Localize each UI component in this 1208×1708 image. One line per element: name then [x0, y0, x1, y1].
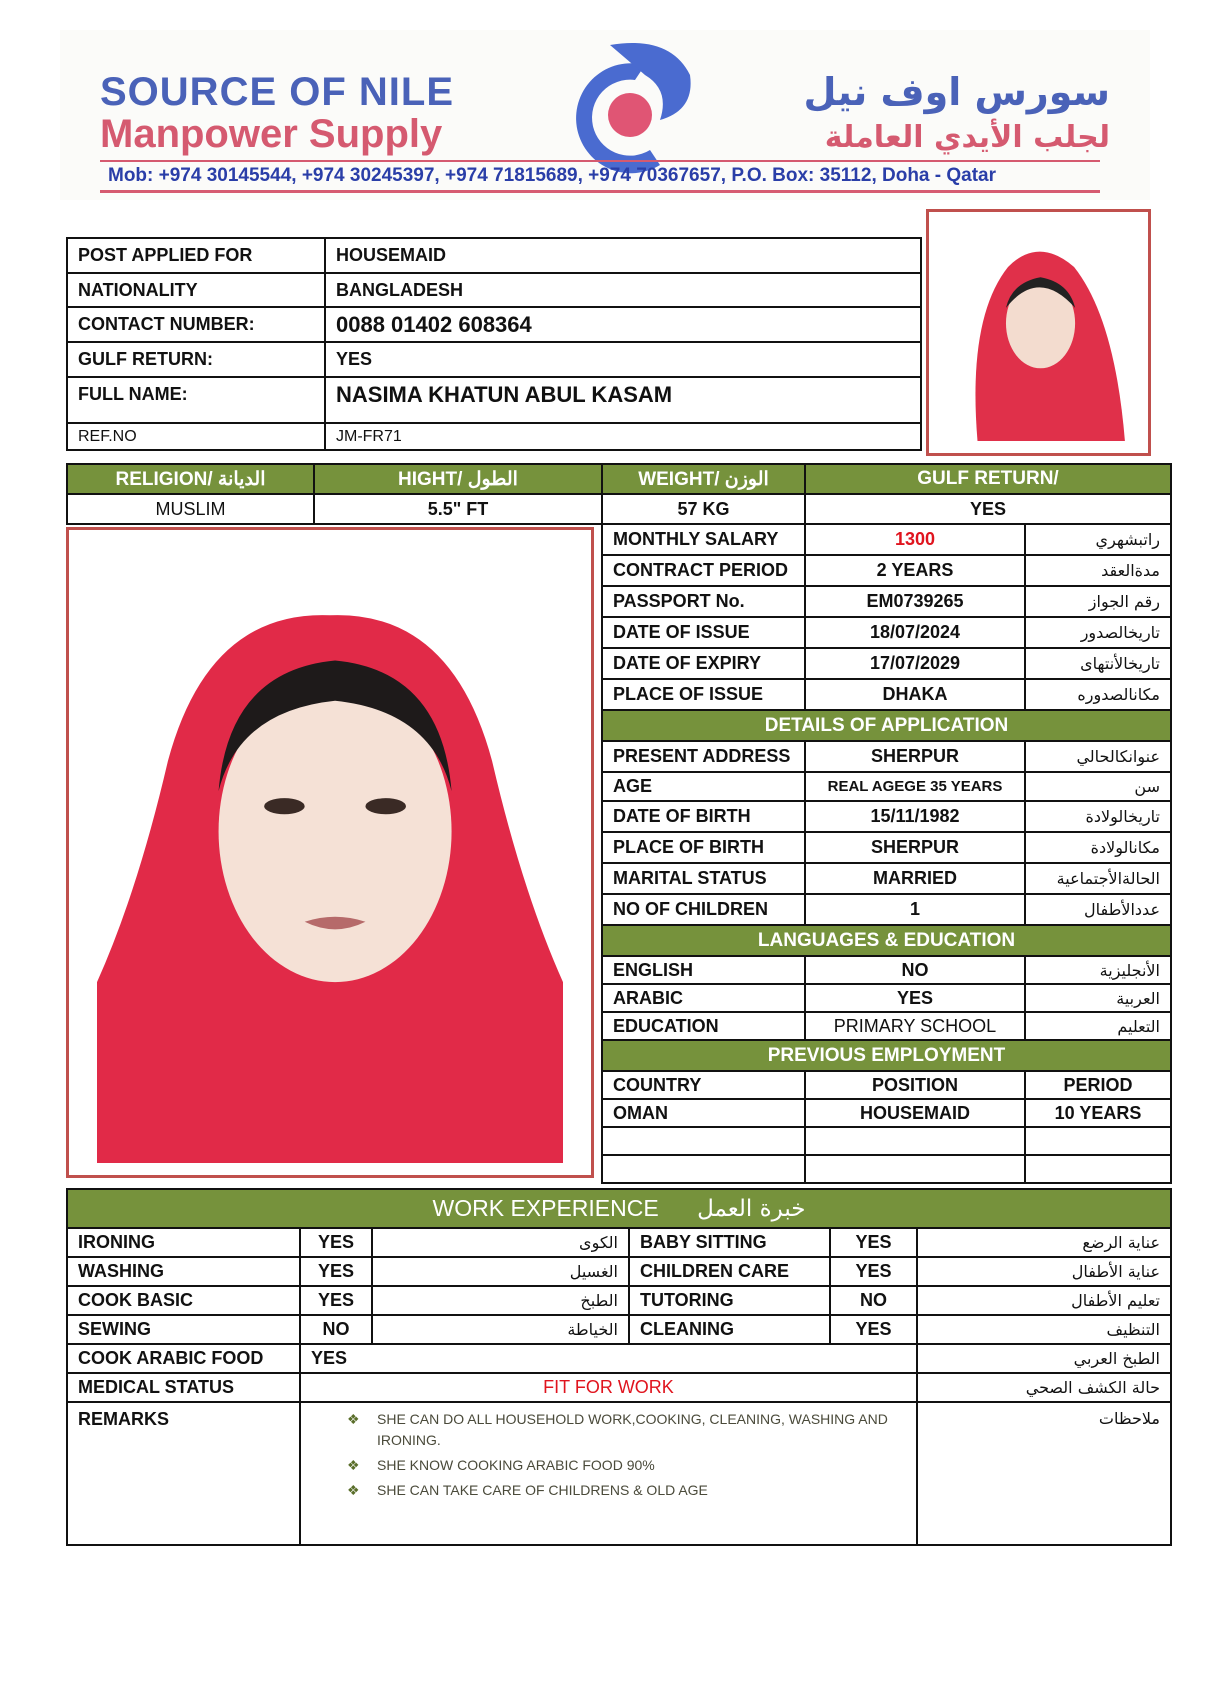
details-title: DETAILS OF APPLICATION — [602, 710, 1171, 741]
applicant-info-table — [66, 237, 922, 451]
full-photo — [66, 527, 594, 1178]
label: GULF RETURN: — [67, 342, 325, 377]
skill-arabic: الكوى — [372, 1228, 629, 1257]
period: 10 YEARS — [1025, 1099, 1171, 1127]
label: PASSPORT No. — [602, 586, 805, 617]
label: FULL NAME: — [67, 377, 325, 423]
value: 18/07/2024 — [805, 617, 1025, 648]
remark-text: SHE KNOW COOKING ARABIC FOOD 90% — [377, 1457, 655, 1473]
table-row — [602, 679, 1171, 710]
table-row — [602, 586, 1171, 617]
table-row — [67, 1344, 1171, 1373]
medical-status: FIT FOR WORK — [300, 1373, 917, 1402]
position-header: POSITION — [805, 1071, 1025, 1099]
skill: WASHING — [67, 1257, 300, 1286]
arabic-label: العربية — [1025, 984, 1171, 1012]
skill-value: YES — [830, 1315, 917, 1344]
value: PRIMARY SCHOOL — [805, 1012, 1025, 1040]
remark-text: SHE CAN DO ALL HOUSEHOLD WORK,COOKING, CLEANING, WASHING AND IRONING. — [377, 1411, 888, 1448]
label: CONTACT NUMBER: — [67, 307, 325, 342]
skill-arabic: التنظيف — [917, 1315, 1171, 1344]
table-row — [602, 617, 1171, 648]
empty-cell — [805, 1155, 1025, 1183]
full-name: NASIMA KHATUN ABUL KASAM — [325, 377, 921, 423]
arabic-label: مكانالولادة — [1025, 832, 1171, 863]
label: REF.NO — [67, 423, 325, 450]
height-header: HIGHT/ الطول — [314, 464, 602, 494]
skill-arabic: الخياطة — [372, 1315, 629, 1344]
languages-title: LANGUAGES & EDUCATION — [602, 925, 1171, 956]
skill-value: YES — [300, 1344, 917, 1373]
section-header — [602, 710, 1171, 741]
company-logo-icon — [550, 35, 700, 175]
skill: CLEANING — [629, 1315, 830, 1344]
label: PLACE OF BIRTH — [602, 832, 805, 863]
label: MONTHLY SALARY — [602, 524, 805, 555]
empty-cell — [602, 1127, 805, 1155]
skill: TUTORING — [629, 1286, 830, 1315]
table-row — [602, 772, 1171, 801]
table-row — [67, 1315, 1171, 1344]
value: REAL AGEGE 35 YEARS — [805, 772, 1025, 801]
table-row — [602, 894, 1171, 925]
weight-header: WEIGHT/ الوزن — [602, 464, 805, 494]
table-row — [67, 273, 921, 307]
remarks-list — [300, 1402, 917, 1545]
label: DATE OF ISSUE — [602, 617, 805, 648]
table-row — [602, 524, 1171, 555]
table-row — [602, 832, 1171, 863]
skill: IRONING — [67, 1228, 300, 1257]
portrait-image — [947, 226, 1130, 441]
table-row — [67, 342, 921, 377]
skill-value: YES — [300, 1257, 372, 1286]
label: MARITAL STATUS — [602, 863, 805, 894]
arabic-label: تاريخالصدور — [1025, 617, 1171, 648]
arabic-label: الحالةالأجتماعية — [1025, 863, 1171, 894]
value: MARRIED — [805, 863, 1025, 894]
table-row — [67, 1402, 1171, 1545]
brand-name: SOURCE OF NILE — [100, 70, 455, 114]
remarks-arabic: ملاحظات — [917, 1402, 1171, 1545]
work-experience-title-cell — [67, 1189, 1171, 1228]
table-row — [602, 555, 1171, 586]
table-row — [602, 956, 1171, 984]
period-header: PERIOD — [1025, 1071, 1171, 1099]
arabic-label: التعليم — [1025, 1012, 1171, 1040]
brand-tagline-arabic: لجلب الأيدي العاملة — [824, 120, 1110, 155]
remark-text: SHE CAN TAKE CARE OF CHILDRENS & OLD AGE — [377, 1482, 708, 1498]
skill-value: YES — [830, 1228, 917, 1257]
skill: COOK ARABIC FOOD — [67, 1344, 300, 1373]
arabic-label: سن — [1025, 772, 1171, 801]
country-header: COUNTRY — [602, 1071, 805, 1099]
skill: BABY SITTING — [629, 1228, 830, 1257]
empty-cell — [1025, 1155, 1171, 1183]
letterhead — [60, 30, 1150, 200]
value: 1 — [805, 894, 1025, 925]
table-row — [602, 1155, 1171, 1183]
label: DATE OF EXPIRY — [602, 648, 805, 679]
value: SHERPUR — [805, 741, 1025, 772]
table-row — [602, 801, 1171, 832]
value: JM-FR71 — [325, 423, 921, 450]
label: AGE — [602, 772, 805, 801]
table-row — [67, 1228, 1171, 1257]
table-row — [67, 423, 921, 450]
arabic-label: تاريخالأنتهاى — [1025, 648, 1171, 679]
previous-employment-title: PREVIOUS EMPLOYMENT — [602, 1040, 1171, 1071]
skill-arabic: عناية الأطفال — [917, 1257, 1171, 1286]
brand-name-arabic: سورس اوف نيل — [803, 70, 1110, 114]
remark-item — [347, 1409, 906, 1451]
arabic-label: تاريخالولادة — [1025, 801, 1171, 832]
skill-value: YES — [300, 1228, 372, 1257]
skill-value: NO — [300, 1315, 372, 1344]
skill-value: YES — [300, 1286, 372, 1315]
empty-cell — [602, 1155, 805, 1183]
empty-cell — [805, 1127, 1025, 1155]
label: CONTRACT PERIOD — [602, 555, 805, 586]
table-row — [67, 238, 921, 273]
work-experience-table — [66, 1188, 1172, 1546]
salary-value: 1300 — [805, 524, 1025, 555]
skill-value: YES — [830, 1257, 917, 1286]
section-header — [67, 1189, 1171, 1228]
remarks-label: REMARKS — [67, 1402, 300, 1545]
table-row — [602, 1127, 1171, 1155]
value: YES — [325, 342, 921, 377]
table-row — [67, 494, 1171, 524]
skill-arabic: عناية الرضع — [917, 1228, 1171, 1257]
bullet-icon: ❖ — [347, 1482, 360, 1498]
gulf-return-value: YES — [805, 494, 1171, 524]
table-row — [602, 648, 1171, 679]
label: EDUCATION — [602, 1012, 805, 1040]
position: HOUSEMAID — [805, 1099, 1025, 1127]
label: PLACE OF ISSUE — [602, 679, 805, 710]
skill-value: NO — [830, 1286, 917, 1315]
label: PRESENT ADDRESS — [602, 741, 805, 772]
value: DHAKA — [805, 679, 1025, 710]
skill: SEWING — [67, 1315, 300, 1344]
table-row — [602, 863, 1171, 894]
remark-item — [347, 1480, 906, 1501]
table-row — [67, 1257, 1171, 1286]
value: NO — [805, 956, 1025, 984]
table-row — [602, 1012, 1171, 1040]
divider — [100, 190, 1100, 193]
value: 0088 01402 608364 — [325, 307, 921, 342]
religion-value: MUSLIM — [67, 494, 314, 524]
remark-item — [347, 1455, 906, 1476]
value: BANGLADESH — [325, 273, 921, 307]
skill: CHILDREN CARE — [629, 1257, 830, 1286]
label: NATIONALITY — [67, 273, 325, 307]
label: ENGLISH — [602, 956, 805, 984]
arabic-label: راتبشهري — [1025, 524, 1171, 555]
table-row — [602, 741, 1171, 772]
skill: COOK BASIC — [67, 1286, 300, 1315]
arabic-label: مدةالعقد — [1025, 555, 1171, 586]
physical-table — [66, 463, 1172, 525]
section-header — [602, 1040, 1171, 1071]
portrait-image — [97, 560, 563, 1163]
medical-arabic: حالة الكشف الصحي — [917, 1373, 1171, 1402]
label: POST APPLIED FOR — [67, 238, 325, 273]
skill-arabic: الطبخ — [372, 1286, 629, 1315]
arabic-label: رقم الجواز — [1025, 586, 1171, 617]
table-row — [67, 377, 921, 423]
bullet-icon: ❖ — [347, 1411, 360, 1427]
table-row — [67, 1286, 1171, 1315]
section-header — [602, 925, 1171, 956]
arabic-label: عنوانكالحالي — [1025, 741, 1171, 772]
skill-arabic: الطبخ العربي — [917, 1344, 1171, 1373]
empty-cell — [1025, 1127, 1171, 1155]
work-experience-title: WORK EXPERIENCE — [432, 1195, 659, 1221]
divider — [100, 160, 1100, 162]
contact-line: Mob: +974 30145544, +974 30245397, +974 71815689, +974 70367657, P.O. Box: 35112, Doha - Qatar — [108, 165, 997, 186]
label: DATE OF BIRTH — [602, 801, 805, 832]
table-row — [67, 1373, 1171, 1402]
arabic-label: مكانالصدوره — [1025, 679, 1171, 710]
arabic-label: عددالأطفال — [1025, 894, 1171, 925]
weight-value: 57 KG — [602, 494, 805, 524]
value: 15/11/1982 — [805, 801, 1025, 832]
table-row — [602, 984, 1171, 1012]
skill-arabic: تعليم الأطفال — [917, 1286, 1171, 1315]
religion-header: RELIGION/ الديانة — [67, 464, 314, 494]
arabic-label: الأنجليزية — [1025, 956, 1171, 984]
details-table — [601, 523, 1172, 1184]
value: YES — [805, 984, 1025, 1012]
table-header-row — [67, 464, 1171, 494]
value: EM0739265 — [805, 586, 1025, 617]
value: 2 YEARS — [805, 555, 1025, 586]
table-row — [602, 1099, 1171, 1127]
country: OMAN — [602, 1099, 805, 1127]
value: SHERPUR — [805, 832, 1025, 863]
label: ARABIC — [602, 984, 805, 1012]
value: 17/07/2029 — [805, 648, 1025, 679]
work-experience-title-arabic: خبرة العمل — [697, 1196, 806, 1222]
height-value: 5.5" FT — [314, 494, 602, 524]
table-header-row — [602, 1071, 1171, 1099]
value: HOUSEMAID — [325, 238, 921, 273]
table-row — [67, 307, 921, 342]
skill-arabic: الغسيل — [372, 1257, 629, 1286]
gulf-return-header: GULF RETURN/ — [805, 464, 1171, 494]
medical-label: MEDICAL STATUS — [67, 1373, 300, 1402]
label: NO OF CHILDREN — [602, 894, 805, 925]
passport-photo — [926, 209, 1151, 456]
bullet-icon: ❖ — [347, 1457, 360, 1473]
brand-tagline: Manpower Supply — [100, 112, 443, 156]
